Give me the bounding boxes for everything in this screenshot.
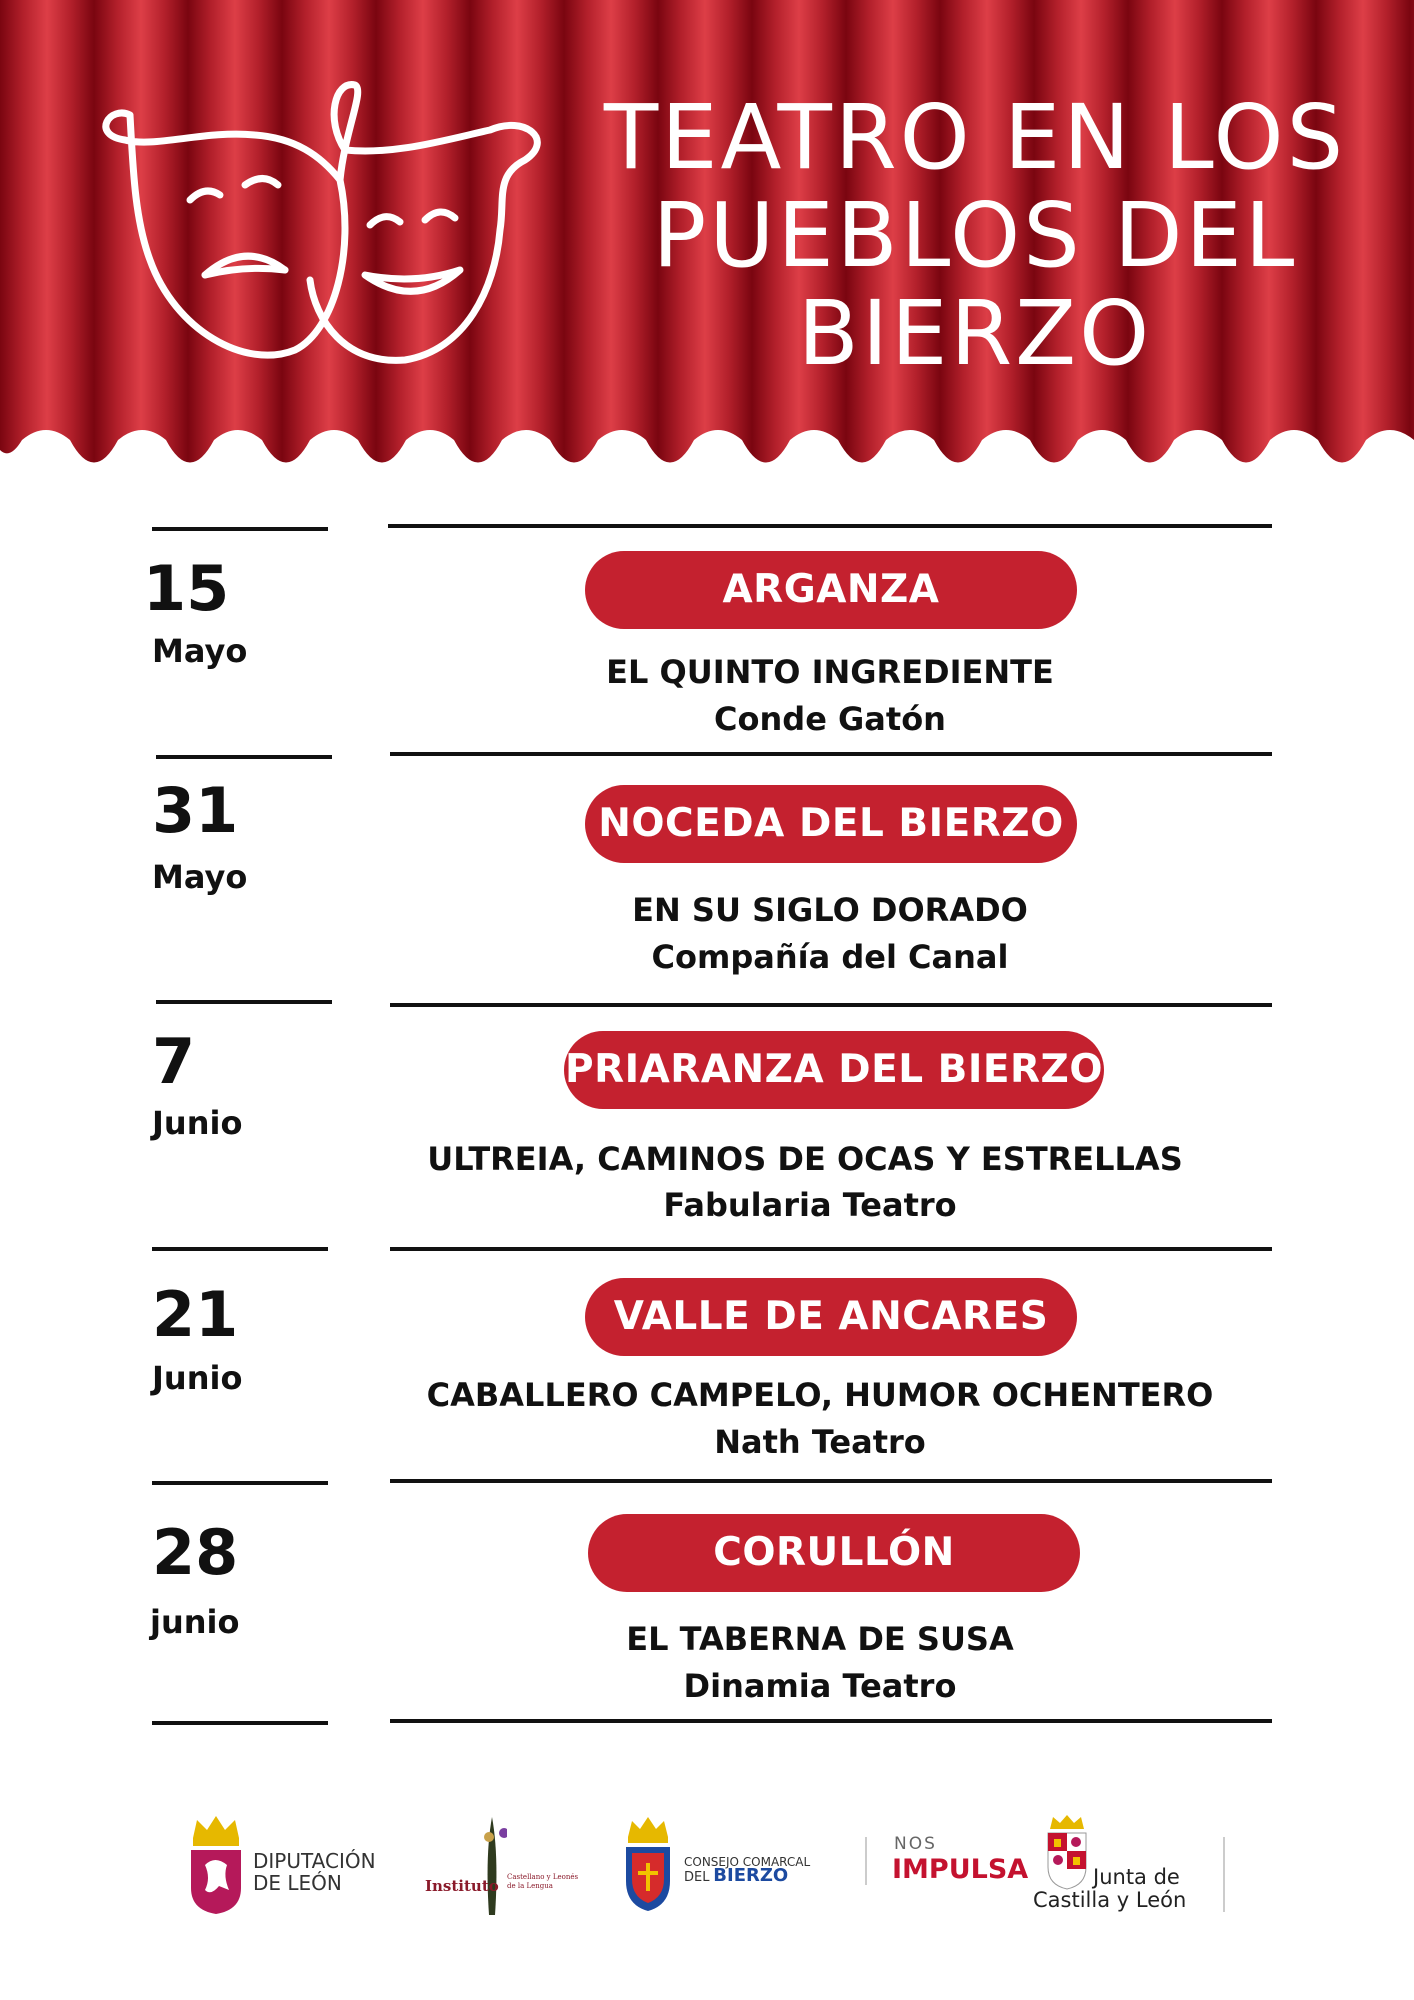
- event-month: Mayo: [152, 632, 248, 670]
- event-divider: [390, 752, 1272, 756]
- instituto-subtitle-1: Castellano y Leonés: [507, 1873, 579, 1881]
- event-company: Conde Gatón: [714, 700, 946, 738]
- date-divider: [152, 1481, 328, 1485]
- event-company: Compañía del Canal: [651, 938, 1009, 976]
- event-day: 21: [152, 1278, 239, 1351]
- event-company: Nath Teatro: [714, 1423, 926, 1461]
- impulsa-label: IMPULSA: [892, 1854, 1029, 1885]
- junta-line-2: Castilla y León: [1033, 1888, 1187, 1912]
- logo-divider: [865, 1837, 867, 1885]
- event-month: Junio: [152, 1359, 243, 1397]
- consejo-line-3: BIERZO: [713, 1865, 789, 1886]
- instituto-lengua-logo: [425, 1815, 579, 1920]
- consejo-line-1: CONSEJO COMARCAL: [684, 1855, 811, 1869]
- event-show-title: CABALLERO CAMPELO, HUMOR OCHENTERO: [426, 1376, 1214, 1414]
- event-month: Junio: [152, 1104, 243, 1142]
- instituto-subtitle-2: de la Lengua: [507, 1882, 553, 1890]
- page-title: [560, 85, 1390, 385]
- event-divider: [390, 1247, 1272, 1251]
- event-show-title: EN SU SIGLO DORADO: [632, 891, 1028, 929]
- diputacion-leon-logo: [185, 1810, 385, 1920]
- event-divider: [390, 1719, 1272, 1723]
- castle-lion-shield-icon: [1044, 1815, 1090, 1891]
- event-month: Mayo: [152, 858, 248, 896]
- crown-lion-shield-icon: [185, 1810, 247, 1915]
- cypress-tree-icon: [477, 1815, 507, 1920]
- event-show-title: ULTREIA, CAMINOS DE OCAS Y ESTRELLAS: [427, 1140, 1183, 1178]
- title-line-1: TEATRO EN LOS: [603, 85, 1347, 189]
- event-location-badge: VALLE DE ANCARES: [585, 1278, 1077, 1356]
- date-divider: [156, 1000, 332, 1004]
- crown-shield-icon: [622, 1815, 674, 1915]
- event-location-badge: PRIARANZA DEL BIERZO: [564, 1031, 1104, 1109]
- junta-castilla-leon-logo: [1030, 1815, 1230, 1915]
- event-divider: [388, 524, 1272, 528]
- title-line-2: PUEBLOS DEL: [652, 183, 1298, 287]
- event-divider: [390, 1479, 1272, 1483]
- consejo-comarcal-bierzo-logo: [622, 1815, 827, 1925]
- diputacion-line-2: DE LEÓN: [253, 1871, 342, 1895]
- event-day: 31: [152, 774, 239, 847]
- event-day: 7: [152, 1025, 196, 1098]
- event-location-badge: CORULLÓN: [588, 1514, 1080, 1592]
- date-divider: [156, 755, 332, 759]
- nos-label: NOS: [894, 1834, 937, 1854]
- instituto-name: Instituto: [425, 1877, 499, 1895]
- event-day: 28: [152, 1516, 239, 1589]
- event-location-badge: NOCEDA DEL BIERZO: [585, 785, 1077, 863]
- event-day: 15: [143, 552, 230, 625]
- theater-masks-icon: [95, 60, 565, 390]
- consejo-line-2: DEL: [684, 1870, 710, 1885]
- logo-divider: [1223, 1837, 1225, 1912]
- diputacion-line-1: DIPUTACIÓN: [253, 1849, 376, 1873]
- date-divider: [152, 527, 328, 531]
- event-company: Dinamia Teatro: [683, 1667, 957, 1705]
- junta-line-1: Junta de: [1093, 1865, 1180, 1889]
- event-show-title: EL QUINTO INGREDIENTE: [606, 653, 1054, 691]
- event-company: Fabularia Teatro: [663, 1186, 957, 1224]
- date-divider: [152, 1247, 328, 1251]
- title-line-3: BIERZO: [797, 281, 1153, 385]
- curtain-banner: [0, 0, 1414, 490]
- nos-impulsa-logo: [892, 1834, 1027, 1894]
- event-location-badge: ARGANZA: [585, 551, 1077, 629]
- date-divider: [152, 1721, 328, 1725]
- event-month: junio: [150, 1603, 240, 1641]
- event-show-title: EL TABERNA DE SUSA: [626, 1620, 1014, 1658]
- event-divider: [390, 1003, 1272, 1007]
